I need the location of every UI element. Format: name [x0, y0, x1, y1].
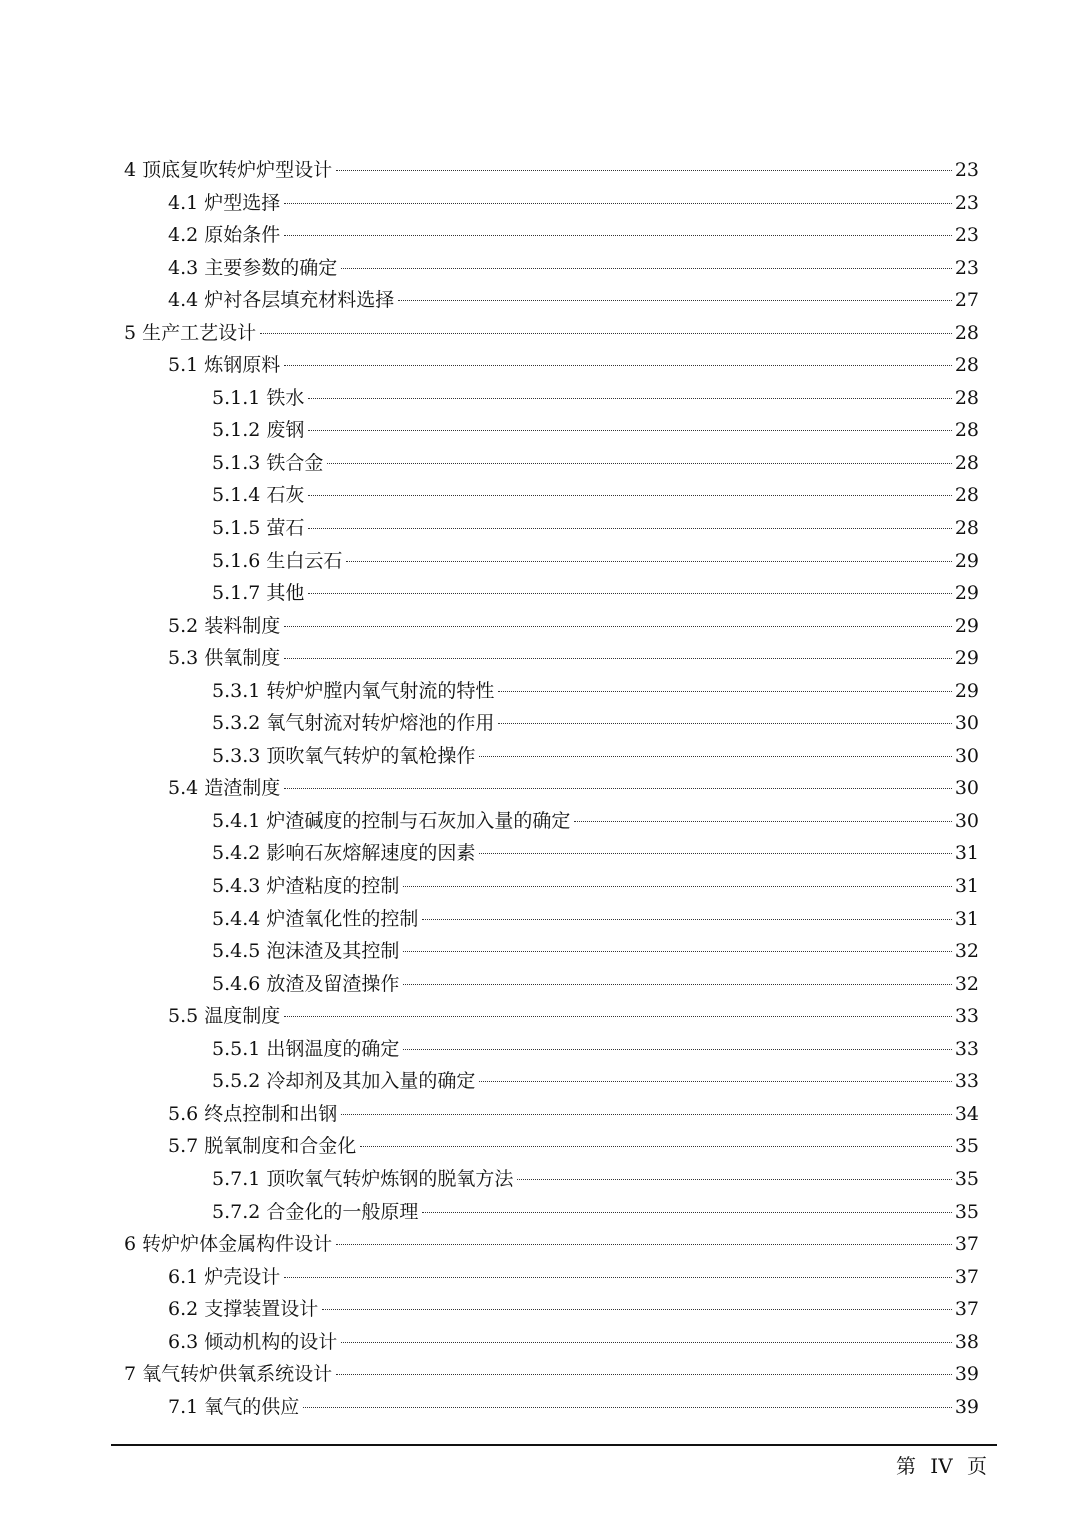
- toc-entry[interactable]: [124, 447, 979, 480]
- toc-entry-title: 5.4 造渣制度: [168, 777, 281, 800]
- toc-entry-title: 5.3.1 转炉炉膛内氧气射流的特性: [212, 679, 495, 702]
- toc-dot-leader: [327, 463, 951, 464]
- toc-entry-page-number: 35: [954, 1200, 979, 1223]
- toc-entry[interactable]: [124, 837, 979, 870]
- toc-entry[interactable]: [124, 414, 979, 447]
- toc-dot-leader: [336, 1244, 952, 1245]
- toc-dot-leader: [346, 561, 951, 562]
- toc-entry-title: 5.4.5 泡沫渣及其控制: [212, 940, 400, 963]
- toc-entry[interactable]: [124, 284, 979, 317]
- toc-dot-leader: [574, 821, 951, 822]
- toc-entry-title: 4.2 原始条件: [168, 224, 281, 247]
- toc-entry-title: 6.3 倾动机构的设计: [168, 1330, 338, 1353]
- toc-entry[interactable]: [124, 1033, 979, 1066]
- toc-dot-leader: [498, 723, 951, 724]
- toc-entry-page-number: 31: [954, 875, 979, 898]
- toc-entry[interactable]: [124, 219, 979, 252]
- toc-entry[interactable]: [124, 642, 979, 675]
- toc-dot-leader: [403, 1049, 951, 1050]
- toc-entry-page-number: 29: [954, 582, 979, 605]
- toc-dot-leader: [498, 691, 951, 692]
- footer-page-number: 第 IV 页: [895, 1454, 987, 1478]
- toc-entry-page-number: 34: [954, 1102, 979, 1125]
- toc-entry-title: 4.1 炉型选择: [168, 191, 281, 214]
- toc-dot-leader: [341, 1114, 952, 1115]
- toc-entry[interactable]: [124, 1326, 979, 1359]
- toc-dot-leader: [398, 300, 952, 301]
- toc-entry-page-number: 35: [954, 1135, 979, 1158]
- toc-entry-page-number: 28: [954, 517, 979, 540]
- toc-entry[interactable]: [124, 675, 979, 708]
- toc-dot-leader: [479, 1081, 951, 1082]
- toc-entry[interactable]: [124, 187, 979, 220]
- toc-entry-page-number: 33: [954, 1070, 979, 1093]
- toc-entry[interactable]: [124, 479, 979, 512]
- toc-dot-leader: [403, 951, 951, 952]
- toc-entry-title: 4.4 炉衬各层填充材料选择: [168, 289, 395, 312]
- toc-entry-title: 5.3.3 顶吹氧气转炉的氧枪操作: [212, 744, 476, 767]
- toc-entry-title: 5.5.1 出钢温度的确定: [212, 1037, 400, 1060]
- toc-dot-leader: [284, 203, 952, 204]
- toc-entry[interactable]: [124, 317, 979, 350]
- toc-entry-page-number: 33: [954, 1005, 979, 1028]
- toc-entry[interactable]: [124, 1358, 979, 1391]
- toc-entry-page-number: 23: [954, 224, 979, 247]
- toc-entry-page-number: 27: [954, 289, 979, 312]
- toc-entry[interactable]: [124, 1196, 979, 1229]
- toc-entry[interactable]: [124, 707, 979, 740]
- toc-entry[interactable]: [124, 1130, 979, 1163]
- toc-dot-leader: [403, 984, 951, 985]
- toc-entry[interactable]: [124, 1163, 979, 1196]
- toc-entry[interactable]: [124, 1228, 979, 1261]
- toc-entry-page-number: 39: [954, 1395, 979, 1418]
- toc-entry-title: 5.3 供氧制度: [168, 647, 281, 670]
- toc-entry-page-number: 30: [954, 744, 979, 767]
- toc-dot-leader: [403, 886, 951, 887]
- toc-entry-page-number: 35: [954, 1167, 979, 1190]
- toc-entry-title: 5.7 脱氧制度和合金化: [168, 1135, 357, 1158]
- footer-divider: [111, 1444, 997, 1446]
- toc-dot-leader: [303, 1407, 952, 1408]
- toc-entry-page-number: 32: [954, 940, 979, 963]
- toc-entry-page-number: 32: [954, 972, 979, 995]
- toc-dot-leader: [422, 1212, 951, 1213]
- toc-entry-page-number: 37: [954, 1233, 979, 1256]
- toc-entry[interactable]: [124, 382, 979, 415]
- toc-entry-title: 5.4.4 炉渣氧化性的控制: [212, 907, 419, 930]
- toc-entry-title: 5.7.1 顶吹氧气转炉炼钢的脱氧方法: [212, 1167, 514, 1190]
- toc-entry-title: 5.4.3 炉渣粘度的控制: [212, 875, 400, 898]
- toc-entry[interactable]: [124, 610, 979, 643]
- toc-entry-page-number: 30: [954, 777, 979, 800]
- toc-entry[interactable]: [124, 577, 979, 610]
- toc-dot-leader: [284, 658, 952, 659]
- toc-entry-title: 5.1.5 萤石: [212, 517, 305, 540]
- toc-entry-title: 5.6 终点控制和出钢: [168, 1102, 338, 1125]
- toc-entry-title: 6.1 炉壳设计: [168, 1265, 281, 1288]
- toc-entry[interactable]: [124, 870, 979, 903]
- toc-entry-page-number: 28: [954, 484, 979, 507]
- toc-entry[interactable]: [124, 772, 979, 805]
- toc-dot-leader: [479, 853, 951, 854]
- toc-entry-title: 5.5.2 冷却剂及其加入量的确定: [212, 1070, 476, 1093]
- toc-dot-leader: [341, 268, 952, 269]
- toc-entry-title: 4 顶底复吹转炉炉型设计: [124, 159, 333, 181]
- toc-entry-title: 7.1 氧气的供应: [168, 1395, 300, 1418]
- toc-dot-leader: [308, 430, 951, 431]
- toc-entry-page-number: 29: [954, 549, 979, 572]
- toc-entry-title: 5.7.2 合金化的一般原理: [212, 1200, 419, 1223]
- toc-entry-page-number: 38: [954, 1330, 979, 1353]
- toc-dot-leader: [284, 1016, 952, 1017]
- toc-entry-page-number: 30: [954, 712, 979, 735]
- toc-entry-title: 5.1.7 其他: [212, 582, 305, 605]
- toc-dot-leader: [308, 593, 951, 594]
- toc-entry-title: 5.1 炼钢原料: [168, 354, 281, 377]
- toc-dot-leader: [308, 398, 951, 399]
- toc-dot-leader: [517, 1179, 951, 1180]
- toc-entry-page-number: 23: [954, 159, 979, 181]
- toc-entry[interactable]: [124, 154, 979, 187]
- toc-entry[interactable]: [124, 1293, 979, 1326]
- toc-entry-title: 5.4.6 放渣及留渣操作: [212, 972, 400, 995]
- toc-entry-title: 5.1.6 生白云石: [212, 549, 343, 572]
- toc-entry-title: 5.4.1 炉渣碱度的控制与石灰加入量的确定: [212, 809, 571, 832]
- toc-entry[interactable]: [124, 1065, 979, 1098]
- toc-entry-title: 6 转炉炉体金属构件设计: [124, 1233, 333, 1256]
- toc-dot-leader: [284, 788, 952, 789]
- toc-entry[interactable]: [124, 1098, 979, 1131]
- toc-entry-page-number: 31: [954, 842, 979, 865]
- toc-entry-page-number: 29: [954, 679, 979, 702]
- toc-dot-leader: [260, 333, 952, 334]
- toc-entry-page-number: 28: [954, 321, 979, 344]
- toc-entry-title: 5.1.4 石灰: [212, 484, 305, 507]
- toc-entry-page-number: 23: [954, 256, 979, 279]
- toc-entry-page-number: 28: [954, 386, 979, 409]
- toc-entry-title: 5.1.1 铁水: [212, 386, 305, 409]
- toc-entry-page-number: 28: [954, 354, 979, 377]
- toc-entry-title: 5 生产工艺设计: [124, 321, 257, 344]
- toc-dot-leader: [322, 1309, 952, 1310]
- toc-dot-leader: [341, 1342, 952, 1343]
- toc-dot-leader: [284, 365, 952, 366]
- toc-entry[interactable]: [124, 968, 979, 1001]
- toc-entry-title: 6.2 支撑装置设计: [168, 1298, 319, 1321]
- toc-entry[interactable]: [124, 1261, 979, 1294]
- toc-entry-page-number: 37: [954, 1265, 979, 1288]
- toc-entry-title: 5.1.2 废钢: [212, 419, 305, 442]
- toc-entry[interactable]: [124, 252, 979, 285]
- toc-entry-page-number: 29: [954, 647, 979, 670]
- toc-entry-page-number: 30: [954, 809, 979, 832]
- toc-dot-leader: [284, 626, 952, 627]
- toc-entry[interactable]: [124, 1391, 979, 1424]
- toc-dot-leader: [284, 1277, 952, 1278]
- toc-dot-leader: [336, 170, 952, 171]
- toc-entry-page-number: 29: [954, 614, 979, 637]
- toc-entry-page-number: 28: [954, 419, 979, 442]
- toc-entry-page-number: 37: [954, 1298, 979, 1321]
- toc-entry-title: 5.3.2 氧气射流对转炉熔池的作用: [212, 712, 495, 735]
- toc-entry[interactable]: [124, 903, 979, 936]
- table-of-contents: [124, 154, 979, 1423]
- toc-dot-leader: [308, 528, 951, 529]
- toc-dot-leader: [336, 1374, 952, 1375]
- toc-entry[interactable]: [124, 805, 979, 838]
- toc-entry-page-number: 39: [954, 1363, 979, 1386]
- toc-entry-title: 4.3 主要参数的确定: [168, 256, 338, 279]
- toc-entry[interactable]: [124, 349, 979, 382]
- toc-entry-page-number: 28: [954, 451, 979, 474]
- toc-entry-title: 5.4.2 影响石灰熔解速度的因素: [212, 842, 476, 865]
- toc-entry[interactable]: [124, 1000, 979, 1033]
- toc-entry[interactable]: [124, 512, 979, 545]
- toc-dot-leader: [308, 495, 951, 496]
- toc-dot-leader: [284, 235, 952, 236]
- toc-entry-title: 7 氧气转炉供氧系统设计: [124, 1363, 333, 1386]
- toc-entry-title: 5.2 装料制度: [168, 614, 281, 637]
- toc-dot-leader: [479, 756, 951, 757]
- toc-dot-leader: [422, 919, 951, 920]
- toc-entry[interactable]: [124, 935, 979, 968]
- toc-dot-leader: [360, 1146, 952, 1147]
- toc-entry-page-number: 33: [954, 1037, 979, 1060]
- toc-entry[interactable]: [124, 740, 979, 773]
- toc-entry-page-number: 31: [954, 907, 979, 930]
- toc-entry-title: 5.5 温度制度: [168, 1005, 281, 1028]
- toc-entry-page-number: 23: [954, 191, 979, 214]
- toc-entry[interactable]: [124, 545, 979, 578]
- toc-entry-title: 5.1.3 铁合金: [212, 451, 324, 474]
